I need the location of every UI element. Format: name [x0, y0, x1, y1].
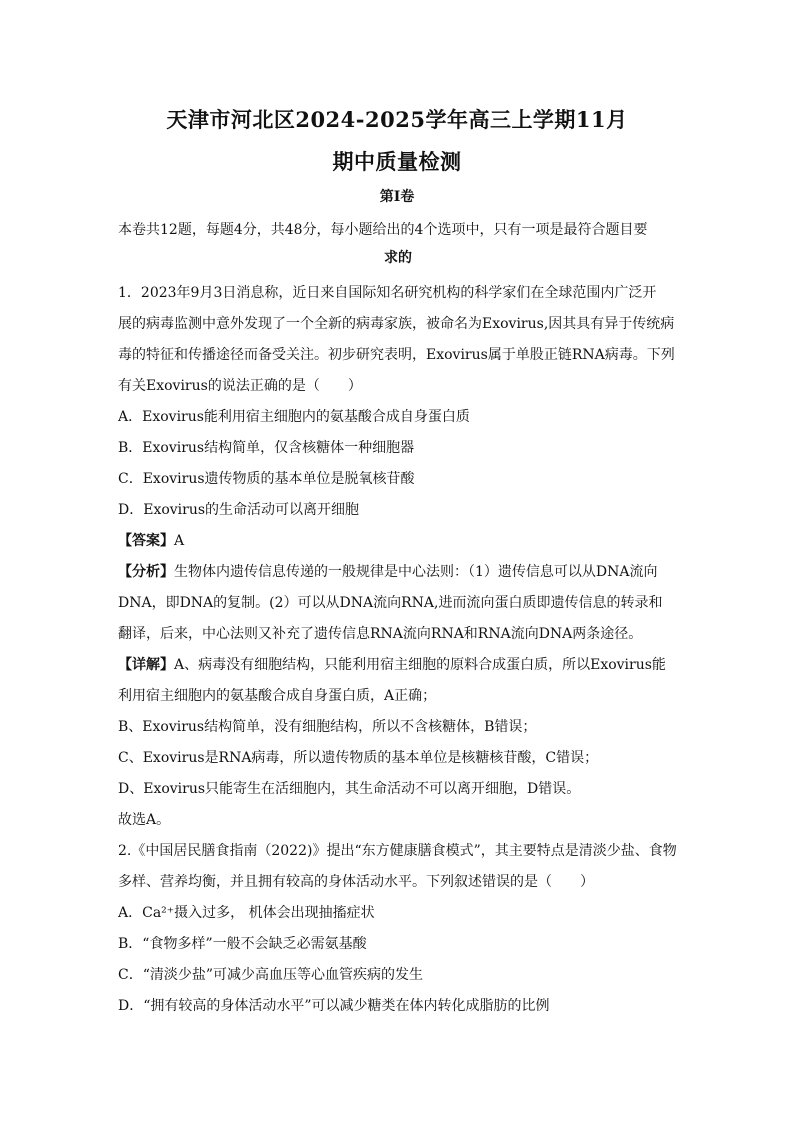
q2-option-a: A．Ca²⁺摄入过多， 机体会出现抽搐症状	[118, 905, 375, 921]
questions-content	[118, 278, 683, 1022]
analysis-tag: 【分析】	[118, 564, 174, 580]
q1-detail-line: B、Exovirus结构简单，没有细胞结构，所以不含核糖体，B错误；	[118, 719, 537, 735]
q1-detail-line: D、Exovirus只能寄生在活细胞内，其生命活动不可以离开细胞，D错误。	[118, 781, 581, 797]
q1-analysis-line: 翻译，后来，中心法则又补充了遗传信息RNA流向RNA和RNA流向DNA两条途径。	[118, 626, 643, 642]
q1-detail-line: 利用宿主细胞内的氨基酸合成自身蛋白质，A正确；	[118, 688, 437, 704]
answer-value: A	[174, 533, 185, 549]
q1-option-b: B．Exovirus结构简单，仅含核糖体一种细胞器	[118, 440, 415, 456]
q1-option-a: A．Exovirus能利用宿主细胞内的氨基酸合成自身蛋白质	[118, 409, 470, 425]
q2-option-d: D．“拥有较高的身体活动水平”可以减少糖类在体内转化成脂肪的比例	[118, 998, 550, 1014]
detail-text: A、病毒没有细胞结构，只能利用宿主细胞的原料合成蛋白质，所以Exovirus能	[174, 657, 666, 673]
q1-option-c: C．Exovirus遗传物质的基本单位是脱氧核苷酸	[118, 471, 415, 487]
instructions-line-1: 本卷共12题，每题4分，共48分，每小题给出的4个选项中，只有一项是最符合题目要	[118, 222, 648, 238]
q2-stem-line: 多样、营养均衡，并且拥有较高的身体活动水平。下列叙述错误的是（ ）	[118, 874, 594, 890]
q1-answer	[118, 526, 683, 557]
section-instructions	[118, 216, 678, 272]
document-title-line-2: 期中质量检测	[332, 149, 462, 174]
question-1	[118, 278, 683, 836]
detail-tag: 【详解】	[118, 657, 174, 673]
q1-detail-line: C、Exovirus是RNA病毒，所以遗传物质的基本单位是核糖核苷酸，C错误；	[118, 750, 599, 766]
q1-stem-line: 毒的特征和传播途径而备受关注。初步研究表明，Exovirus属于单股正链RNA病毒。下列	[118, 347, 675, 363]
q1-stem-line: 1．2023年9月3日消息称，近日来自国际知名研究机构的科学家们在全球范围内广泛开	[118, 285, 657, 301]
q2-stem-line: 2.《中国居民膳食指南（2022)》提出“东方健康膳食模式”，其主要特点是清淡少盐、食物	[118, 843, 677, 859]
document-title-line-1: 天津市河北区2024-2025学年高三上学期11月	[166, 107, 628, 132]
instructions-line-2: 求的	[384, 250, 412, 266]
q1-detail-line	[118, 650, 683, 681]
q1-stem-line: 有关Exovirus的说法正确的是（ ）	[118, 378, 362, 394]
q1-option-d: D．Exovirus的生命活动可以离开细胞	[118, 502, 360, 518]
answer-tag: 【答案】	[118, 533, 174, 549]
analysis-text: 生物体内遗传信息传递的一般规律是中心法则：（1）遗传信息可以从DNA流向	[174, 564, 658, 580]
section-heading: 第Ⅰ卷	[379, 189, 415, 205]
q1-conclusion: 故选A。	[118, 812, 171, 828]
q1-analysis-line: DNA，即DNA的复制。(2）可以从DNA流向RNA,进而流向蛋白质即遗传信息的转录和	[118, 595, 663, 611]
q1-analysis-line	[118, 557, 683, 588]
q1-stem-line: 展的病毒监测中意外发现了一个全新的病毒家族，被命名为Exovirus,因其具有异于传统病	[118, 316, 675, 332]
q2-option-c: C．“清淡少盐”可减少高血压等心血管疾病的发生	[118, 967, 424, 983]
question-2	[118, 836, 683, 1022]
q2-option-b: B．“食物多样”一般不会缺乏必需氨基酸	[118, 936, 367, 952]
